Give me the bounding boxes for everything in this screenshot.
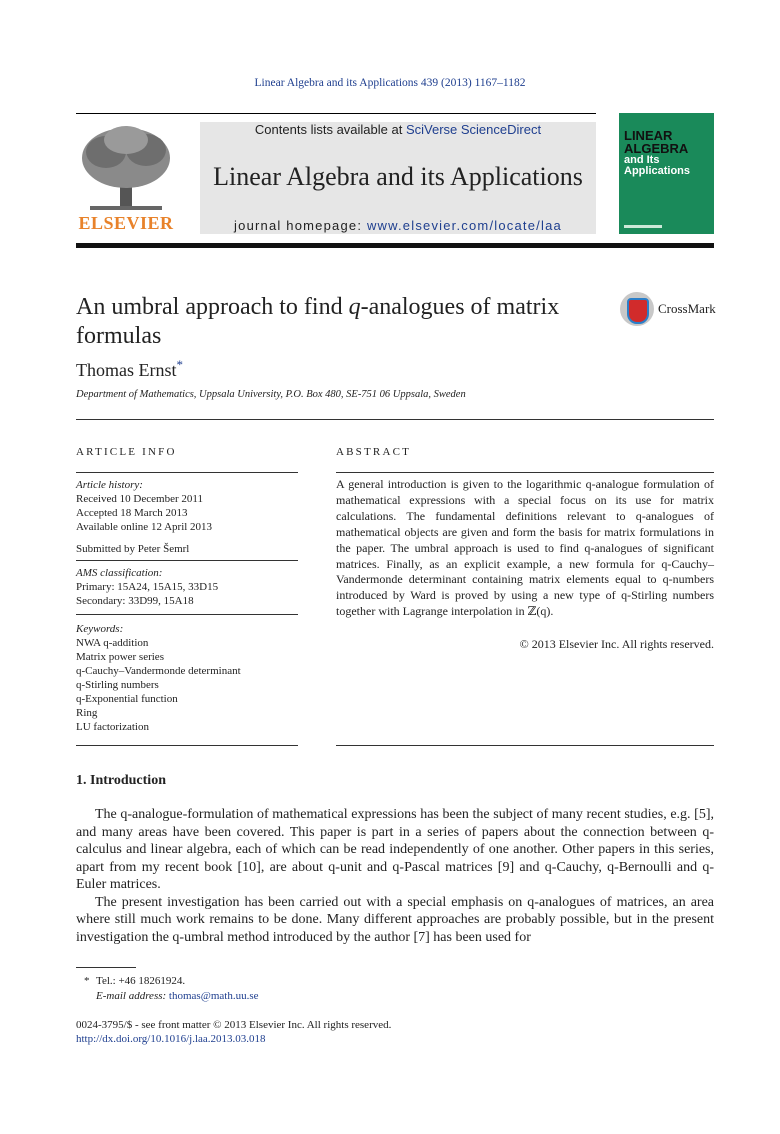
- journal-title: Linear Algebra and its Applications: [213, 162, 583, 191]
- intro-paragraph-1: The q-analogue-formulation of mathematical expressions has been the subject of many recent studies, e.g. [5], and many areas have been covered. This paper is part in a series of papers about the connection between q-calculus and linear algebra, each of which can be read independently of one another. Other papers in this series, apart from my recent book [10], are about q-unit and q-Pascal matrices [9] and q-Cauchy, q-Bernoulli and q-Euler matrices.: [76, 807, 714, 892]
- received-date: Received 10 December 2011: [76, 493, 203, 505]
- footnote-rule: [76, 967, 136, 968]
- homepage-link[interactable]: www.elsevier.com/locate/laa: [366, 218, 562, 233]
- crossmark-icon: [620, 292, 654, 326]
- author-text: Thomas Ernst: [76, 360, 177, 380]
- crossmark-badge[interactable]: [620, 292, 720, 328]
- accepted-date: Accepted 18 March 2013: [76, 507, 188, 519]
- title-part-1: An umbral approach to find: [76, 294, 349, 320]
- affiliation-rule: [76, 419, 714, 420]
- title-part-2: -analogues of matrix formulas: [76, 294, 560, 349]
- cover-line-1: LINEAR: [624, 128, 673, 143]
- keyword-item: Matrix power series: [76, 651, 164, 663]
- email-label: E-mail address:: [96, 990, 169, 1002]
- footnote-mark: *: [84, 975, 90, 987]
- online-date: Available online 12 April 2013: [76, 521, 213, 533]
- history-label: Article history:: [76, 479, 143, 491]
- article-history: [76, 478, 298, 534]
- journal-cover[interactable]: [619, 113, 714, 234]
- article-info-heading: ARTICLE INFO: [76, 446, 177, 458]
- abstract-text: A general introduction is given to the logarithmic q-analogue formulation of mathematical expressions with a special focus on its use for matrix calculations. The fundamental definitions relevant to q-analogues of mathematical objects are given and form the basis for matrix formulations in the paper. The umbral approach is used to find q-analogues of significant matrices. Finally, as an explicit example, a new formula for q-Cauchy–Vandermonde determinant containing matrix elements equal to q-numbers introduced by Ward is proved by using a new type of q-Stirling numbers together with Lagrange interpolation in ℤ(q).: [336, 477, 714, 619]
- journal-banner: [200, 122, 596, 234]
- contents-line: [200, 122, 596, 137]
- tree-icon: [76, 122, 176, 214]
- introduction-body: [76, 806, 714, 946]
- ams-label: AMS classification:: [76, 567, 163, 579]
- elsevier-logo[interactable]: [76, 122, 176, 234]
- ams-primary: Primary: 15A24, 15A15, 33D15: [76, 581, 219, 593]
- cover-line-4: Applications: [624, 165, 691, 177]
- cover-strip: [624, 225, 662, 228]
- email-link[interactable]: thomas@math.uu.se: [168, 990, 259, 1002]
- affiliation: Department of Mathematics, Uppsala University, P.O. Box 480, SE-751 06 Uppsala, Sweden: [76, 389, 466, 400]
- article-info-rule: [76, 472, 298, 473]
- ams-rule: [76, 614, 298, 615]
- issn-line: 0024-3795/$ - see front matter © 2013 Elsevier Inc. All rights reserved.: [76, 1019, 392, 1031]
- abstract-copyright: © 2013 Elsevier Inc. All rights reserved.: [519, 637, 714, 651]
- contents-prefix: Contents lists available at: [254, 122, 406, 137]
- author-name[interactable]: [76, 357, 183, 381]
- title-q: q: [348, 294, 361, 320]
- header-top-rule: [76, 113, 596, 114]
- keywords-label: Keywords:: [76, 623, 124, 635]
- keyword-item: NWA q-addition: [76, 637, 149, 649]
- intro-paragraph-2: The present investigation has been carried out with a special emphasis on q-analogues of matrices, an area where still much work remains to be done. Many different approaches are probably possible, but in the present investigation the q-umbral method introduced by the author [7] has been used for: [76, 894, 714, 945]
- abstract-rule: [336, 472, 714, 473]
- history-rule: [76, 560, 298, 561]
- homepage-line: [200, 218, 596, 233]
- sciencedirect-link[interactable]: SciVerse ScienceDirect: [405, 122, 542, 137]
- cover-title: [624, 129, 690, 177]
- article-title: [76, 293, 616, 351]
- cover-line-2: ALGEBRA: [624, 141, 689, 156]
- crossmark-label: CrossMark: [658, 301, 716, 316]
- section-heading-introduction: 1. Introduction: [76, 773, 166, 788]
- elsevier-wordmark: ELSEVIER: [78, 213, 174, 233]
- article-info-bottom-rule: [76, 745, 298, 746]
- keyword-item: q-Exponential function: [76, 693, 178, 705]
- footnote-tel: Tel.: +46 18261924.: [96, 975, 186, 987]
- keyword-item: Ring: [76, 707, 98, 719]
- author-footnote-mark[interactable]: *: [176, 357, 183, 372]
- abstract-bottom-rule: [336, 745, 714, 746]
- keyword-item: q-Stirling numbers: [76, 679, 159, 691]
- abstract-heading: ABSTRACT: [336, 446, 412, 458]
- keyword-item: q-Cauchy–Vandermonde determinant: [76, 665, 241, 677]
- ams-secondary: Secondary: 33D99, 15A18: [76, 595, 194, 607]
- homepage-prefix: journal homepage:: [234, 218, 367, 233]
- keywords-block: [76, 622, 298, 734]
- footnote-email: [96, 989, 259, 1004]
- header-thick-rule: [76, 243, 714, 248]
- journal-citation[interactable]: Linear Algebra and its Applications 439 (2013) 1167–1182: [254, 77, 526, 89]
- cover-line-3: and Its: [624, 154, 660, 166]
- doi-link[interactable]: http://dx.doi.org/10.1016/j.laa.2013.03.018: [76, 1033, 266, 1045]
- keyword-item: LU factorization: [76, 721, 149, 733]
- submitted-by: Submitted by Peter Šemrl: [76, 543, 190, 555]
- ams-classification: [76, 566, 298, 608]
